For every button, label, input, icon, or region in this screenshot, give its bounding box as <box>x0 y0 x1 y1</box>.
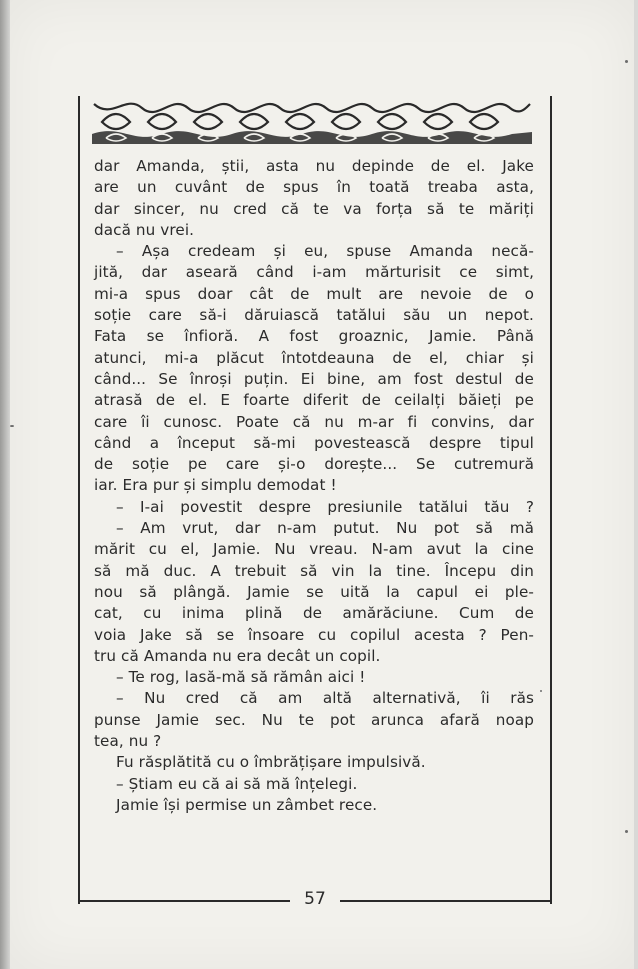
text-line: să mă duc. A trebuit să vin la tine. Începu din <box>94 561 534 580</box>
text-line: – I-ai povestit despre presiunile tatălui tău ? <box>116 497 534 516</box>
page-edge-shadow <box>0 0 10 969</box>
text-line: tea, nu ? <box>94 732 162 751</box>
text-line: când... Se înroși puțin. Ei bine, am fost destul de <box>94 369 534 388</box>
text-line: – Am vrut, dar n-am putut. Nu pot să mă <box>116 519 534 538</box>
text-line: dar Amanda, știi, asta nu depinde de el. Jake <box>94 157 534 175</box>
text-line: – Știam eu că ai să mă înțelegi. <box>116 774 358 793</box>
text-line: voia Jake să se însoare cu copilul acesta ? Pen- <box>94 625 534 644</box>
page-number: 57 <box>304 889 326 909</box>
text-line: – Te rog, lasă-mă să rămân aici ! <box>116 668 366 687</box>
text-line: atunci, mi-a plăcut întotdeauna de el, chiar și <box>94 348 534 367</box>
text-line: punse Jamie sec. Nu te pot arunca afară noap <box>94 710 534 729</box>
text-line: – Așa credeam și eu, spuse Amanda necă- <box>116 242 534 261</box>
text-line: soție care să-i dăruiască tatălui său un nepot. <box>94 306 534 325</box>
scan-speck <box>10 425 14 427</box>
text-line: Jamie își permise un zâmbet rece. <box>116 795 378 814</box>
scan-speck <box>625 60 628 63</box>
frame-bottom-rule-right <box>340 900 550 902</box>
text-line: cat, cu inima plină de amărăciune. Cum de <box>94 604 534 623</box>
text-line: Fata se înfioră. A fost groaznic, Jamie. Până <box>94 327 534 346</box>
text-line: dacă nu vrei. <box>94 220 195 239</box>
ornament-header <box>92 98 532 148</box>
scan-speck <box>540 690 542 692</box>
text-line: de soție pe care și-o dorește... Se cutremură <box>94 455 534 474</box>
text-line: jită, dar aseară când i-am mărturisit ce simt, <box>94 263 534 282</box>
text-line: are un cuvânt de spus în toată treaba asta, <box>94 178 534 197</box>
text-line: mărit cu el, Jamie. Nu vreau. N-am avut la cine <box>94 540 534 559</box>
text-line: dar sincer, nu cred că te va forța să te măriți <box>94 199 534 218</box>
frame-bottom-rule-left <box>78 900 290 902</box>
text-line: tru că Amanda nu era decât un copil. <box>94 646 381 665</box>
body-text <box>94 156 534 816</box>
text-line: Fu răsplătită cu o îmbrățișare impulsivă. <box>116 753 426 772</box>
text-line: mi-a spus doar cât de mult are nevoie de o <box>94 284 534 303</box>
text-line: iar. Era pur și simplu demodat ! <box>94 476 337 495</box>
text-line: nou să plângă. Jamie se uită la capul ei ple- <box>94 582 534 601</box>
text-line: atrasă de el. E foarte diferit de ceilalți băieți pe <box>94 391 534 410</box>
scan-speck <box>625 830 628 833</box>
text-line: când a început să-mi povestească despre tipul <box>94 433 534 452</box>
text-line: care îi cunosc. Poate că nu m-ar fi convins, dar <box>94 412 534 431</box>
text-line: – Nu cred că am altă alternativă, îi răs <box>116 689 534 708</box>
